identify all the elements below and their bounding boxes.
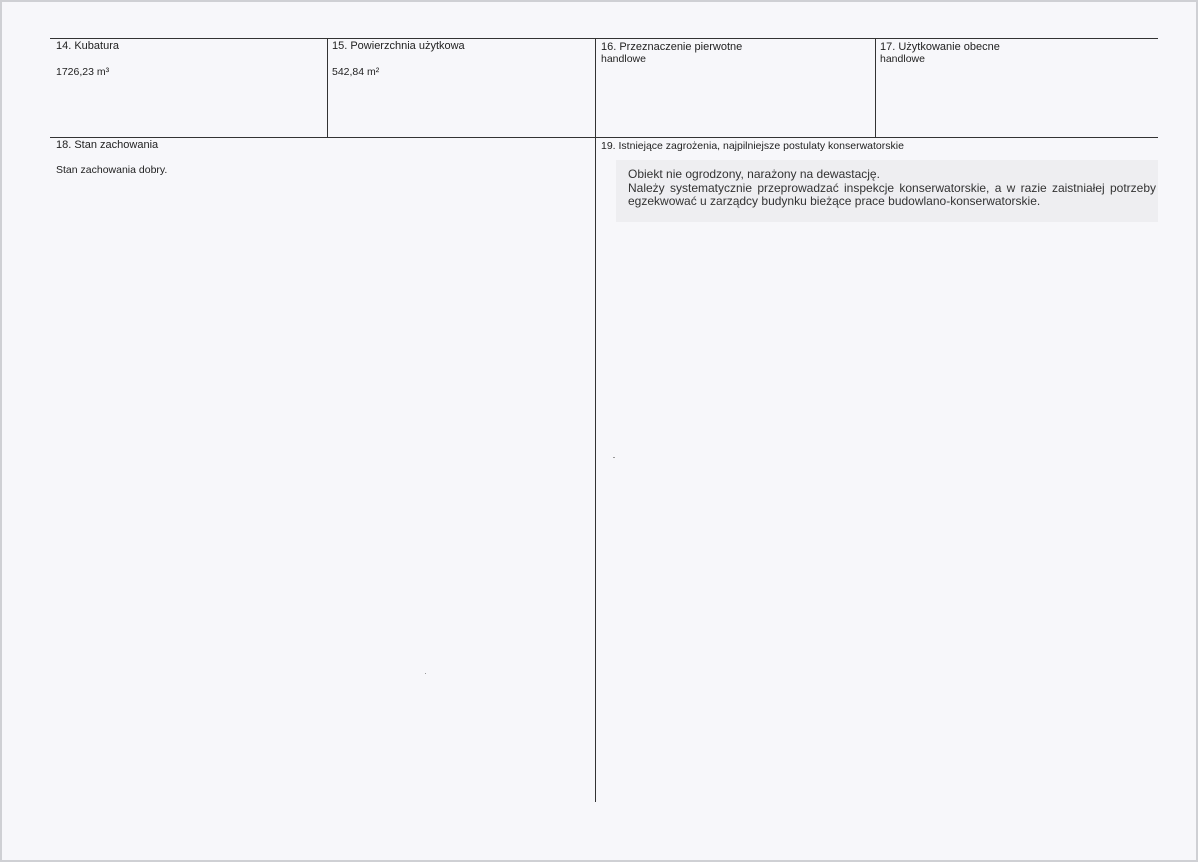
field-17-value: handlowe <box>880 53 925 65</box>
field-15-value: 542,84 m² <box>332 66 380 78</box>
field-14-value: 1726,23 m³ <box>56 66 110 78</box>
field-14-label: 14. Kubatura <box>56 40 119 52</box>
field-16-value: handlowe <box>601 53 646 65</box>
field-15-label: 15. Powierzchnia użytkowa <box>332 40 465 52</box>
field-19-note-box <box>616 160 1158 222</box>
divider-14-15 <box>327 38 328 137</box>
field-19-line-1: Obiekt nie ogrodzony, narażony na dewastację. <box>628 167 880 181</box>
field-18-value: Stan zachowania dobry. <box>56 164 168 176</box>
middle-rule <box>50 137 1158 138</box>
field-16-label: 16. Przeznaczenie pierwotne <box>601 41 743 53</box>
field-18-label: 18. Stan zachowania <box>56 139 159 151</box>
scan-speck <box>425 673 426 674</box>
scan-speck <box>613 457 615 458</box>
top-rule <box>50 38 1158 39</box>
divider-main <box>595 38 596 802</box>
field-19-line-2: Należy systematycznie przeprowadzać inspekcje konserwatorskie, a w razie zaistniałej potrzeby egzekwować u zarządcy budynku bieżące prace budowlano-konserwatorskie. <box>628 181 1156 208</box>
field-17-label: 17. Użytkowanie obecne <box>880 41 1000 53</box>
field-19-label: 19. Istniejące zagrożenia, najpilniejsze postulaty konserwatorskie <box>601 140 904 152</box>
divider-16-17 <box>875 38 876 137</box>
form-sheet <box>2 2 1196 860</box>
